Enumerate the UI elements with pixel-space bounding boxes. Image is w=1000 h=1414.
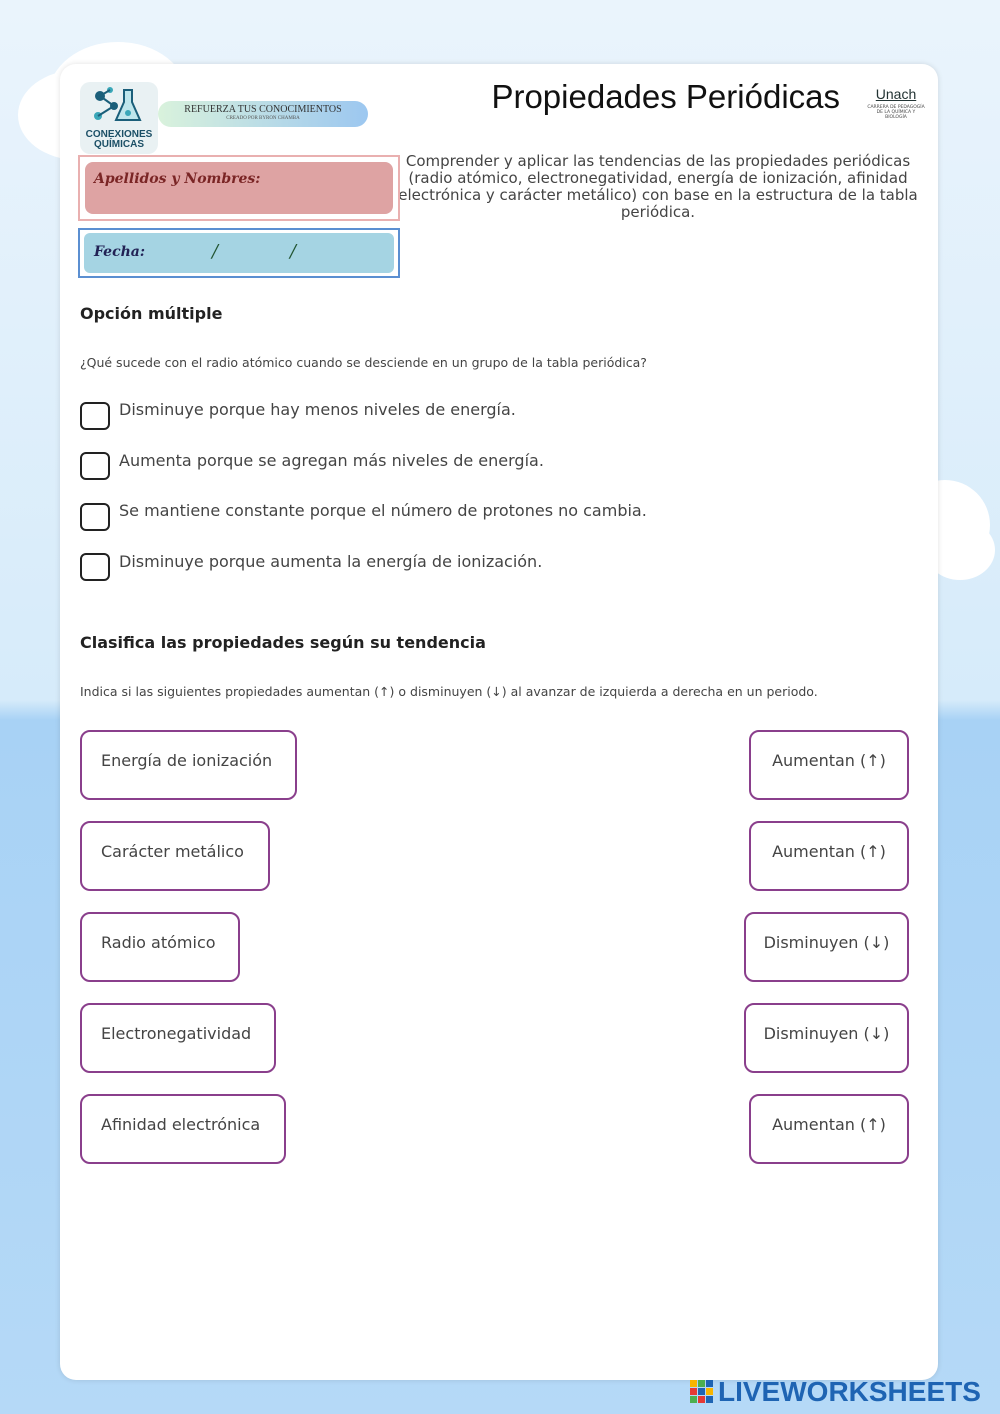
option-label: Se mantiene constante porque el número de protones no cambia. <box>119 501 647 520</box>
name-field[interactable] <box>78 155 400 221</box>
name-field-label: Apellidos y Nombres: <box>94 171 261 187</box>
property-item[interactable] <box>80 1094 286 1164</box>
option-checkbox[interactable] <box>80 503 110 531</box>
banner-title: REFUERZA TUS CONOCIMIENTOS <box>184 104 342 115</box>
institution-subtitle: CARRERA DE PEDAGOGÍA DE LA QUÍMICA Y BIOLOGÍA <box>867 105 925 120</box>
objective-text: Comprender y aplicar las tendencias de las propiedades periódicas (radio atómico, electronegatividad, energía de ionización, afinidad electrónica y carácter metálico) con base en la estructura de la tabla periódica. <box>398 152 918 221</box>
answer-item[interactable] <box>749 730 909 800</box>
page-title: Propiedades Periódicas <box>491 78 840 115</box>
molecule-flask-icon <box>80 82 158 130</box>
property-label: Afinidad electrónica <box>101 1115 261 1134</box>
section-heading-multiple-choice: Opción múltiple <box>80 304 223 323</box>
logo-label: CONEXIONES QUÍMICAS <box>85 129 153 150</box>
property-item[interactable] <box>80 1003 276 1073</box>
answer-item[interactable] <box>749 821 909 891</box>
option-checkbox[interactable] <box>80 402 110 430</box>
date-separator: / <box>212 241 219 262</box>
answer-label: Aumentan (↑) <box>772 751 886 770</box>
liveworksheets-logo[interactable] <box>690 1376 990 1406</box>
property-item[interactable] <box>80 730 297 800</box>
institution-name: Unach <box>875 86 917 102</box>
property-item[interactable] <box>80 821 270 891</box>
unach-logo <box>866 86 926 120</box>
name-field-fill[interactable] <box>85 162 393 214</box>
liveworksheets-grid-icon <box>690 1380 714 1404</box>
option-label: Disminuye porque hay menos niveles de energía. <box>119 400 516 419</box>
property-label: Radio atómico <box>101 933 216 952</box>
date-field-fill[interactable] <box>84 233 394 273</box>
option-checkbox[interactable] <box>80 553 110 581</box>
answer-item[interactable] <box>744 1003 909 1073</box>
option-label: Aumenta porque se agregan más niveles de energía. <box>119 451 544 470</box>
answer-label: Disminuyen (↓) <box>763 1024 890 1043</box>
question-text: ¿Qué sucede con el radio atómico cuando se desciende en un grupo de la tabla periódica? <box>80 355 647 370</box>
property-label: Energía de ionización <box>101 751 273 770</box>
answer-label: Aumentan (↑) <box>772 842 886 861</box>
liveworksheets-brand: LIVEWORKSHEETS <box>718 1376 981 1407</box>
answer-item[interactable] <box>744 912 909 982</box>
property-item[interactable] <box>80 912 240 982</box>
date-separator: / <box>290 241 297 262</box>
classify-instruction: Indica si las siguientes propiedades aumentan (↑) o disminuyen (↓) al avanzar de izquierda a derecha en un periodo. <box>80 684 818 699</box>
answer-label: Disminuyen (↓) <box>763 933 890 952</box>
property-label: Carácter metálico <box>101 842 244 861</box>
banner-subtitle: CREADO POR BYRON CHAMBA <box>226 116 300 121</box>
date-field[interactable] <box>78 228 400 278</box>
section-heading-classify: Clasifica las propiedades según su tendencia <box>80 633 486 652</box>
answer-item[interactable] <box>749 1094 909 1164</box>
option-label: Disminuye porque aumenta la energía de ionización. <box>119 552 543 571</box>
option-checkbox[interactable] <box>80 452 110 480</box>
conexiones-quimicas-logo <box>80 82 158 154</box>
refuerza-banner <box>158 101 368 127</box>
date-field-label: Fecha: <box>94 244 146 260</box>
answer-label: Aumentan (↑) <box>772 1115 886 1134</box>
property-label: Electronegatividad <box>101 1024 252 1043</box>
